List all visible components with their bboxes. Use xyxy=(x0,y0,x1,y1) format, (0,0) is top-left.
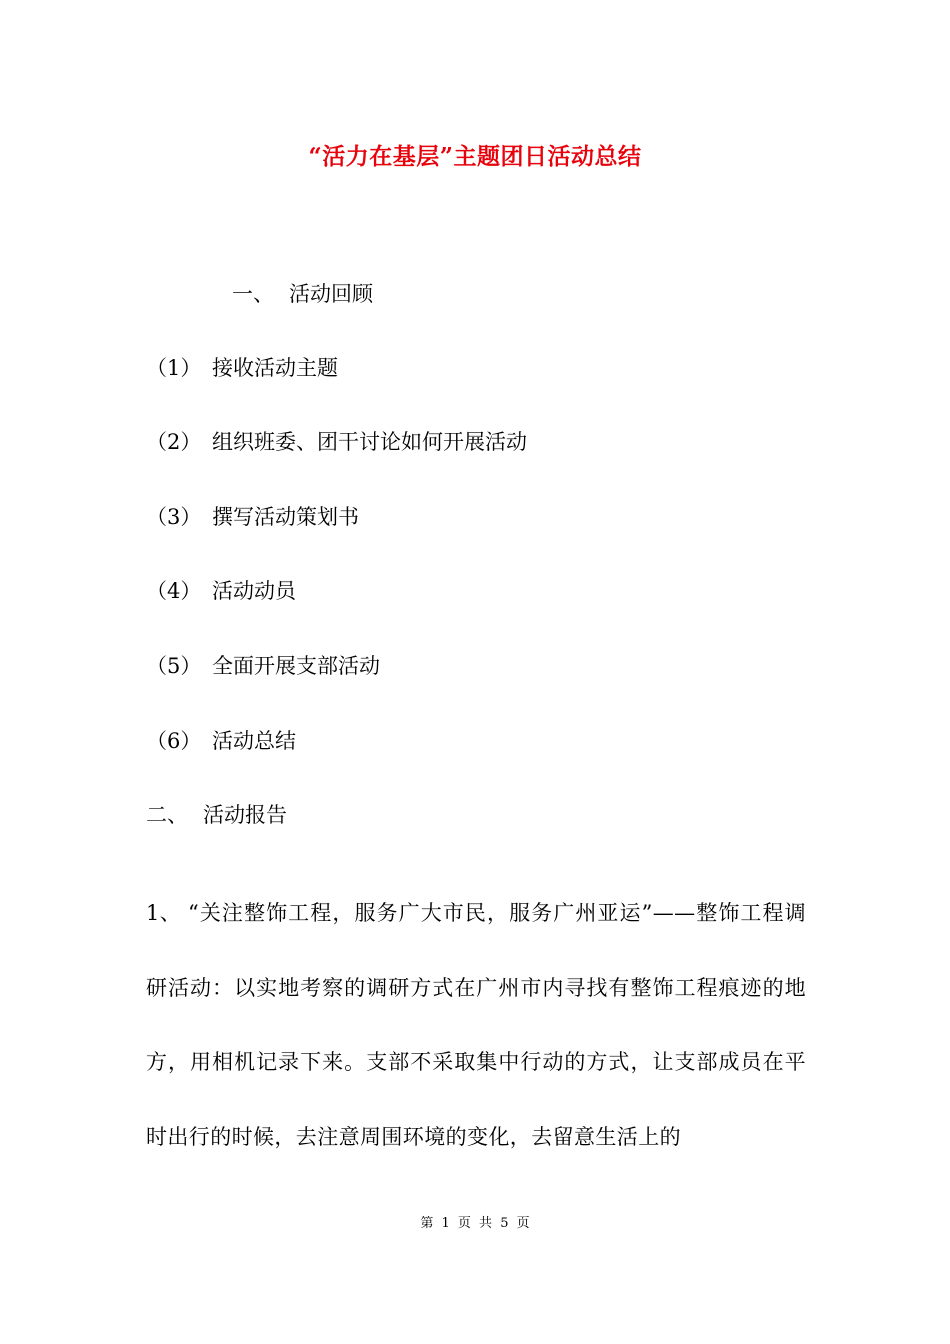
list-item-number: （4） xyxy=(146,579,202,603)
list-item-text: 接收活动主题 xyxy=(212,356,338,380)
list-item-number: （6） xyxy=(146,729,202,753)
list-item-number: （3） xyxy=(146,505,202,529)
list-item xyxy=(146,652,380,680)
list-item-text: 撰写活动策划书 xyxy=(212,505,359,529)
list-item-text: 活动总结 xyxy=(212,729,296,753)
section-heading-report xyxy=(146,801,287,829)
paragraph-text: “关注整饰工程，服务广大市民，服务广州亚运”——整饰工程调研活动：以实地考察的调研方式在广州市内寻找有整饰工程痕迹的地方，用相机记录下来。支部不采取集中行动的方式，让支部成员在平时出行的时候，去注意周围环境的变化，去留意生活上的 xyxy=(146,901,806,1149)
section-number: 二、 xyxy=(146,803,188,827)
section-heading-review xyxy=(232,280,373,308)
document-title: “活力在基层”主题团日活动总结 xyxy=(308,143,642,170)
list-item xyxy=(146,577,296,605)
list-item-number: （2） xyxy=(146,430,202,454)
page-footer: 第 1 页 共 5 页 xyxy=(420,1216,530,1231)
list-item xyxy=(146,354,338,382)
list-item xyxy=(146,428,527,456)
section-heading-text: 活动回顾 xyxy=(289,282,373,306)
list-item-number: （5） xyxy=(146,654,202,678)
list-item xyxy=(146,727,296,755)
section-heading-text: 活动报告 xyxy=(203,803,287,827)
list-item-text: 组织班委、团干讨论如何开展活动 xyxy=(212,430,527,454)
list-item xyxy=(146,503,359,531)
list-item-number: （1） xyxy=(146,356,202,380)
body-paragraph xyxy=(146,876,806,1174)
list-item-text: 活动动员 xyxy=(212,579,296,603)
section-number: 一、 xyxy=(232,282,274,306)
paragraph-number: 1、 xyxy=(146,901,182,925)
list-item-text: 全面开展支部活动 xyxy=(212,654,380,678)
